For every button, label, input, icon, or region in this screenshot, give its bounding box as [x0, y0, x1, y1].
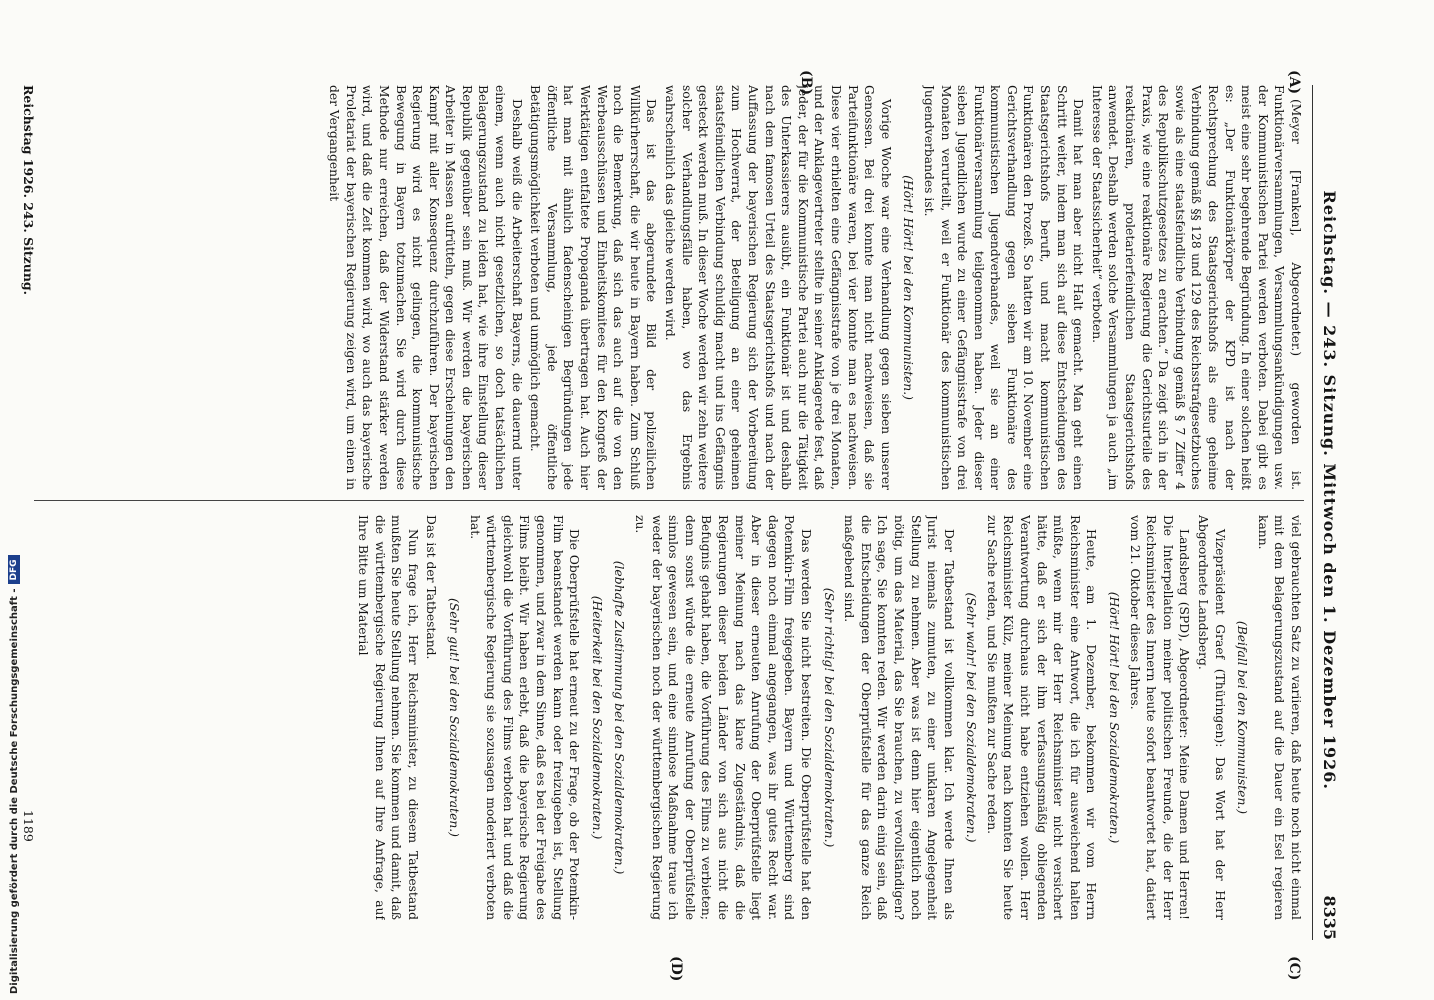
interjection: (Sehr wahr! bei den Sozialdemokraten.)	[964, 592, 979, 843]
footer-session: Reichstag 1926. 243. Sitzung.	[21, 85, 36, 295]
interjection: (Heiterkeit bei den Sozialdemokraten.)	[589, 595, 604, 840]
paragraph: Damit hat man aber nicht Halt gemacht. Man geht einen Schritt weiter, indem man sich auf diese Entscheidungen des Staatsgerichtshofs beruft, und macht kommunistischen Funktionären den Prozeß. So hatten wir am 10. November eine Gerichtsverhandlung gegen sieben Funktionäre des kommunistischen Jugendverbandes, weil sie an einer Funktionärversammlung teilgenommen haben. Jeder dieser sieben Jugendlichen wurde zu einer Gefängnisstrafe von drei Monaten verurteilt, weil er Funktionär des kommunistischen Jugendverbandes ist.	[921, 85, 1086, 490]
footer-page-number: 1189	[21, 810, 36, 842]
paragraph: Der Tatbestand ist vollkommen klar. Ich werde Ihnen als Jurist niemals zumuten, zu einer unklaren Angelegenheit Stellung zu nehmen. Aber was ist denn hier eigentlich noch nötig, um das Material, das Sie brauchen, zu vervollständigen? Ich sage, Sie konnten reden. Wir werden darin einig sein, daß die Entscheidungen der Oberprüfstelle für das ganze Reich maßgebend sind.	[842, 515, 956, 920]
left-column	[44, 85, 1304, 490]
running-title: Reichstag. — 243. Sitzung. Mittwoch den 1. Dezember 1926.	[1320, 190, 1339, 790]
interjection: (Sehr gut! bei den Sozialdemokraten.)	[447, 598, 462, 837]
page-number: 8335	[1320, 895, 1339, 940]
paragraph: Nun frage ich, Herr Reichsminister, zu diesem Tatbestand mußten Sie heute Stellung nehmen. Sie kommen und damit, daß die württembergische Regierung Ihnen auf Ihre Anfrage, auf Ihre Bitte um Material	[356, 515, 420, 920]
paragraph: Das ist der Tatbestand.	[424, 515, 439, 660]
right-column	[44, 515, 1304, 920]
paragraph: Das ist das abgerundete Bild der polizeilichen Willkürherrschaft, die wir heute in Bayern haben. Zum Schluß noch die Bemerkung, daß sich das auch auf die von den Werbeausschüssen und Einheitskomitees für den Kongreß der Werktätigen entfaltete Propaganda übertragen hat. Auch hier hat man mit ähnlich fadenscheinigen Begründungen jede öffentliche Versammlung, jede öffentliche Betätigungsmöglichkeit verboten und unmöglich gemacht.	[528, 85, 659, 490]
paragraph: viel gebrauchten Satz zu variieren, daß heute noch nicht einmal mit dem Belagerungszustand auf die Dauer ein Esel regieren kann.	[1255, 515, 1303, 920]
interjection: (Beifall bei den Kommunisten.)	[1235, 620, 1250, 815]
paragraph: Landsberg (SPD), Abgeordneter: Meine Damen und Herren! Die Interpellation meiner politischen Freunde, die der Herr Reichsminister des Innern heute sofort beantwortet hat, datiert vom 21. Oktober dieses Jahres.	[1127, 515, 1192, 920]
column-divider	[34, 500, 1304, 501]
interjection: (Hört! Hört! bei den Kommunisten.)	[901, 175, 916, 400]
paragraph: Heute, am 1. Dezember, bekommen wir vom Herrn Reichsminister eine Antwort, die ich für ausweichend halten müßte, wenn mir der Herr Reichsminister nicht versichert hätte, daß er sich der ihm verfassungsmäßig obliegenden Verantwortung durchaus nicht habe entziehen wollen. Herr Reichsminister Külz, meiner Meinung nach konnten Sie heute zur Sache reden, und Sie mußten zur Sache reden.	[984, 515, 1099, 920]
interjection: (Sehr richtig! bei den Sozialdemokraten.)	[821, 587, 836, 848]
dfg-logo: DFG	[8, 555, 20, 584]
margin-marker-a: (A)	[1286, 70, 1302, 95]
paragraph: Die Oberprüfstelle hat erneut zu der Frage, ob der Potemkin-Film beanstandet werden kann oder freizugeben ist, Stellung genommen, und zwar in dem Sinne, daß es bei der Freigabe des Films bleibt. Wir haben erlebt, daß die bayerische Regierung gleichwohl die Vorführung des Films verboten hat und daß die württembergische Regierung sie sozusagen moderiert verboten hat.	[467, 515, 582, 920]
margin-marker-b: (B)	[798, 70, 814, 96]
paragraph: (Meyer [Franken], Abgeordneter.) geworden ist. Funktionärversammlungen, Versammlungsankündigungen usw. der Kommunistischen Partei werden verboten. Dabei gibt es meist eine sehr begehrende Begründung. In einer solchen heißt es: „Der Funktionärkörper der KPD ist nach der Rechtsprechung des Staatsgerichtshofs als eine geheime Verbindung gemäß §§ 128 und 129 des Reichsstrafgesetzbuches sowie als eine staatsfeindliche Verbindung gemäß § 7 Ziffer 4 des Republikschutzgesetzes zu erachten.“ Da zeigt sich in der Praxis, wie eine reaktionäre Regierung die Gerichtsurteile des reaktionären, proletarierfeindlichen Staatsgerichtshofs anwendet. Deshalb werden solche Versammlungen ja auch „im Interesse der Staatssicherheit“ verboten.	[1089, 85, 1303, 490]
interjection: (Hört! Hört! bei den Sozialdemokraten.)	[1107, 591, 1122, 844]
page-header	[1312, 85, 1339, 940]
interjection: (lebhafte Zustimmung bei den Sozialdemokraten.)	[612, 560, 627, 875]
margin-marker-d: (D)	[668, 956, 684, 982]
margin-marker-c: (C)	[1286, 956, 1302, 981]
paragraph: Vorige Woche war eine Verhandlung gegen sieben unserer Genossen. Bei drei konnte man nicht nachweisen, daß sie Parteifunktionäre waren, bei vier konnte man es nachweisen. Diese vier erhielten eine Gefängnisstrafe von je drei Monaten, und der Anklagevertreter stellte in seiner Anklagerede fest, daß jeder, der für die Kommunistische Partei auch nur die Tätigkeit des Unterkassierers ausübt, ein Funktionär ist und deshalb nach dem famosen Urteil des Staatsgerichtshofs und nach der Auffassung der bayerischen Regierung sich der Vorbereitung zum Hochverrat, der Beteiligung an einer geheimen staatsfeindlichen Verbindung schuldig macht und ins Gefängnis gesteckt werden muß. In dieser Woche werden wir zehn weitere solcher Verhandlungsfälle haben, wo das Ergebnis wahrscheinlich das gleiche werden wird.	[663, 85, 893, 490]
digitization-credit	[8, 555, 20, 994]
paragraph: Das werden Sie nicht bestreiten. Die Oberprüfstelle hat den Potemkin-Film freigegeben. Bayern und Württemberg sind dagegen noch einmal angegangen, was ihr gutes Recht war. Aber in dieser erneuten Anrufung der Oberprüfstelle liegt meiner Meinung nach das klare Zugeständnis, daß die Regierungen dieser beiden Länder von sich aus nicht die Befugnis gehabt haben, die Vorführung des Films zu verbieten; denn sonst würde die erneute Anrufung der Oberprüfstelle sinnlos gewesen sein, und eine sinnlose Maßnahme traue ich weder der bayerischen noch der württembergischen Regierung zu.	[633, 515, 813, 920]
paragraph: Deshalb weiß die Arbeiterschaft Bayerns, die dauernd unter einem, wenn auch nicht gesetzlichen, so doch tatsächlichen Belagerungszustand zu leiden hat, wie ihre Einstellung dieser Republik gegenüber sein muß. Wir werden die bayerischen Arbeiter in Massen aufrütteln, gegen diese Erscheinungen den Kampf mit aller Konsequenz durchzuführen. Der bayerischen Regierung wird es nicht gelingen, die kommunistische Bewegung in Bayern totzumachen. Sie wird durch diese Methode nur erreichen, daß der Widerstand stärker werden wird, und daß die Zeit kommen wird, wo auch das bayerische Proletariat der bayerischen Regierung zeigen wird, um einen in der Vergangenheit	[327, 85, 524, 490]
credit-text: Digitalisierung gefördert durch die Deutsche Forschungsgemeinschaft -	[8, 588, 20, 994]
paragraph: Vizepräsident Graef (Thüringen): Das Wort hat der Herr Abgeordnete Landsberg.	[1196, 515, 1227, 920]
